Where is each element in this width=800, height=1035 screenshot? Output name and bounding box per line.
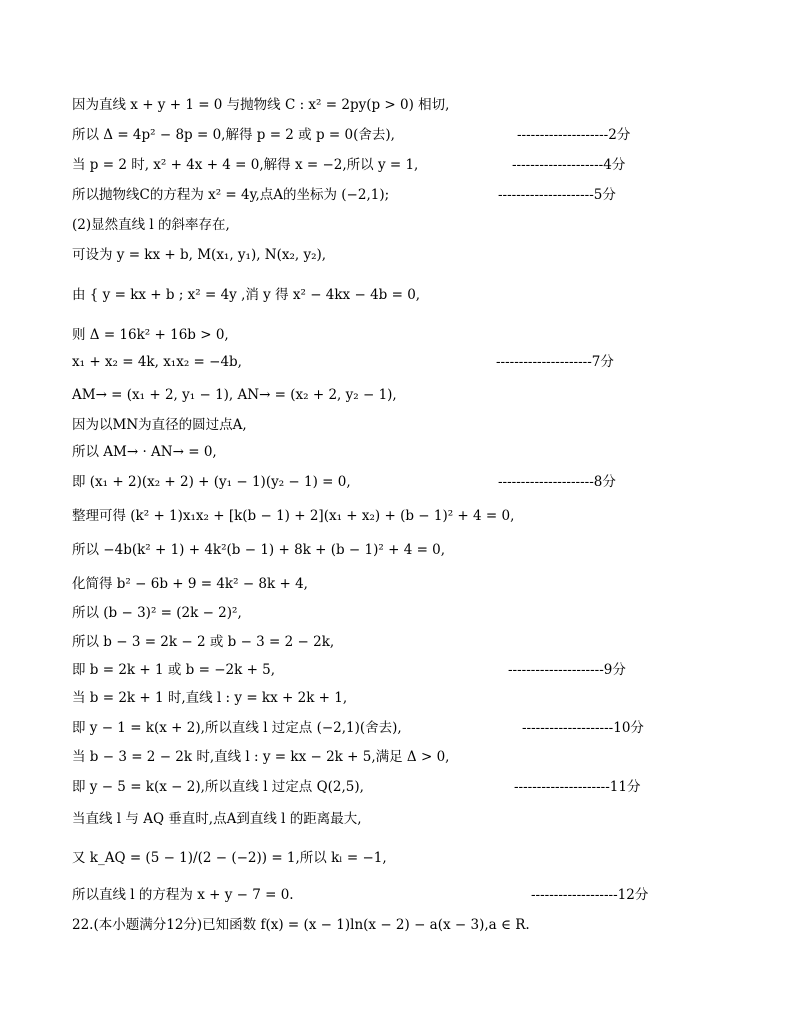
text-line: 所以 Δ = 4p² − 8p = 0,解得 p = 2 或 p = 0(舍去),	[72, 127, 395, 143]
score-marker: ---------------------7分	[496, 354, 614, 370]
score-marker: ---------------------9分	[508, 662, 626, 678]
text-line: 即 b = 2k + 1 或 b = −2k + 5,	[72, 662, 276, 678]
text-line: 当 p = 2 时, x² + 4x + 4 = 0,解得 x = −2,所以 y = 1,	[72, 157, 419, 173]
text-line: 所以抛物线C的方程为 x² = 4y,点A的坐标为 (−2,1);	[72, 187, 390, 203]
text-line: 因为直线 x + y + 1 = 0 与抛物线 C : x² = 2py(p > 0) 相切,	[72, 97, 450, 113]
text-line: 即 y − 5 = k(x − 2),所以直线 l 过定点 Q(2,5),	[72, 779, 364, 795]
score-marker: --------------------10分	[522, 720, 644, 736]
text-line: 因为以MN为直径的圆过点A,	[72, 417, 247, 433]
text-line: 可设为 y = kx + b, M(x₁, y₁), N(x₂, y₂),	[72, 247, 327, 263]
score-marker: ---------------------11分	[514, 779, 641, 795]
text-line: 当直线 l 与 AQ 垂直时,点A到直线 l 的距离最大,	[72, 811, 362, 827]
text-line: 由 { y = kx + b ; x² = 4y ,消 y 得 x² − 4kx − 4b = 0,	[72, 287, 421, 303]
score-marker: ---------------------5分	[498, 187, 616, 203]
text-line: 所以 (b − 3)² = (2k − 2)²,	[72, 605, 242, 621]
text-line: 则 Δ = 16k² + 16b > 0,	[72, 327, 229, 343]
text-line: 所以 −4b(k² + 1) + 4k²(b − 1) + 8k + (b − 1)² + 4 = 0,	[72, 542, 446, 558]
text-line: 即 y − 1 = k(x + 2),所以直线 l 过定点 (−2,1)(舍去),	[72, 720, 402, 736]
text-line: 所以 AM→ · AN→ = 0,	[72, 444, 217, 460]
text-line: 又 k_AQ = (5 − 1)/(2 − (−2)) = 1,所以 kₗ = −1,	[72, 850, 387, 866]
text-line: 化简得 b² − 6b + 9 = 4k² − 8k + 4,	[72, 576, 308, 592]
text-line: 所以 b − 3 = 2k − 2 或 b − 3 = 2 − 2k,	[72, 634, 335, 650]
score-marker: ---------------------8分	[498, 474, 616, 490]
text-line: (2)显然直线 l 的斜率存在,	[72, 217, 230, 233]
text-line: 即 (x₁ + 2)(x₂ + 2) + (y₁ − 1)(y₂ − 1) = 0,	[72, 474, 351, 490]
text-line: AM→ = (x₁ + 2, y₁ − 1), AN→ = (x₂ + 2, y₂ − 1),	[72, 387, 397, 403]
text-line: 22.(本小题满分12分)已知函数 f(x) = (x − 1)ln(x − 2) − a(x − 3),a ∈ R.	[72, 917, 530, 933]
text-line: 当 b − 3 = 2 − 2k 时,直线 l : y = kx − 2k + 5,满足 Δ > 0,	[72, 749, 450, 765]
text-line: 当 b = 2k + 1 时,直线 l : y = kx + 2k + 1,	[72, 690, 348, 706]
score-marker: -------------------12分	[531, 887, 649, 903]
score-marker: --------------------2分	[517, 127, 631, 143]
text-line: 整理可得 (k² + 1)x₁x₂ + [k(b − 1) + 2](x₁ + x₂) + (b − 1)² + 4 = 0,	[72, 508, 515, 524]
score-marker: --------------------4分	[512, 157, 626, 173]
text-line: 所以直线 l 的方程为 x + y − 7 = 0.	[72, 887, 294, 903]
text-line: x₁ + x₂ = 4k, x₁x₂ = −4b,	[72, 354, 242, 370]
